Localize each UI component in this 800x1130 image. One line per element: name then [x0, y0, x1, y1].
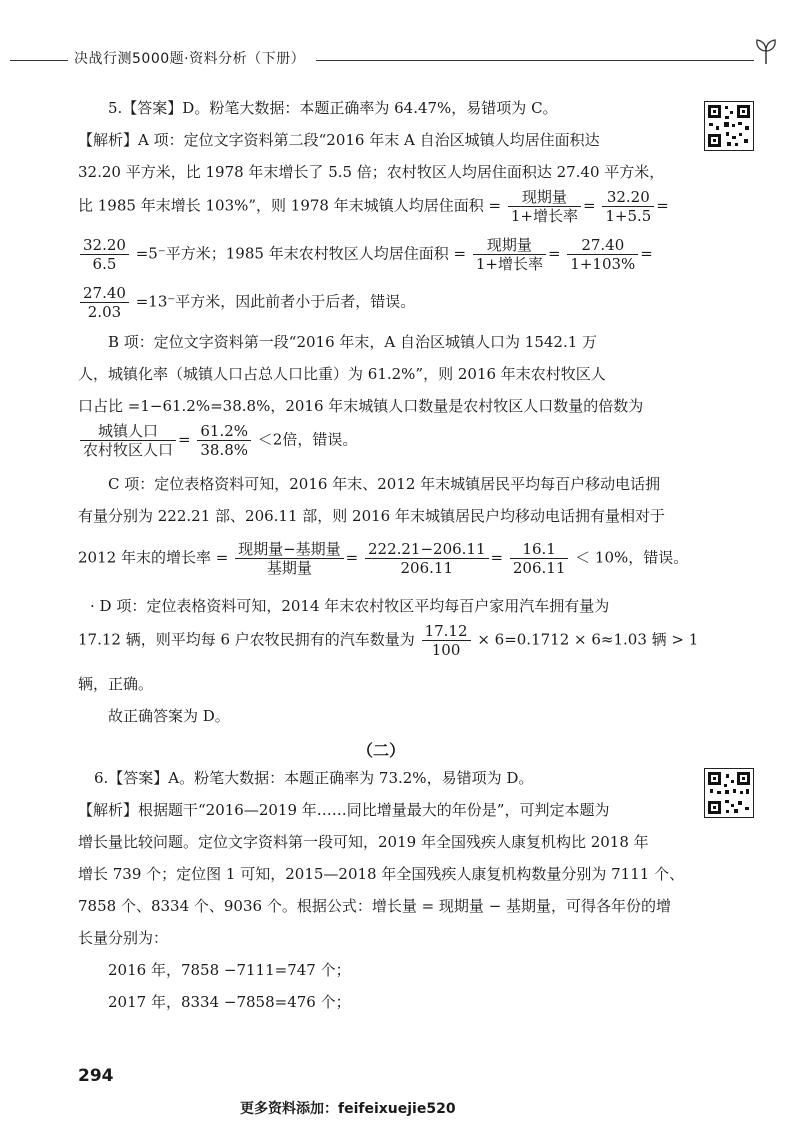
numerator: 现期量−基期量	[235, 540, 344, 559]
qr-code-icon	[705, 769, 753, 817]
q5-option-d-line-3: 辆，正确。	[78, 675, 154, 693]
q5-analysis-line-4: $\frac{32.20}{6.5}$ =5⁻平方米；1985 年末农村牧区人均居住面积 = $\frac{\text{现期量}}{\text{1+增长率}}$ = $\frac{27.40}{1+103\%}$ =	[78, 236, 653, 273]
footer-note: 更多资料添加：feifeixuejie520	[240, 1101, 456, 1117]
text-segment: 2012 年末的增长率 =	[78, 548, 229, 567]
q5-answer: 5.【答案】D。粉笔大数据：本题正确率为 64.47%，易错项为 C。	[108, 99, 558, 117]
numerator: 27.40	[80, 284, 129, 303]
numerator: 222.21−206.11	[365, 540, 489, 559]
denominator: 1+增长率	[510, 207, 578, 225]
fraction	[508, 188, 581, 225]
q5-option-c-line-1: C 项：定位表格资料可知，2016 年末、2012 年末城镇居民平均每百户移动电话拥	[108, 475, 661, 493]
q5-analysis-line-3: 比 1985 年末增长 103%”，则 1978 年末城镇人均居住面积 = $\frac{\text{现期量}}{\text{1+增长率}}$ = $\frac{32.20}{1+5.5}$ =	[78, 188, 669, 225]
header-rule-left	[10, 60, 68, 61]
denominator: 基期量	[266, 559, 312, 577]
page-number: 294	[78, 1066, 114, 1086]
q5-analysis-line-1: 【解析】A 项：定位文字资料第二段“2016 年末 A 自治区城镇人均居住面积达	[78, 131, 600, 149]
q6-analysis-line-4: 7858 个、8334 个、9036 个。根据公式：增长量 = 现期量 − 基期量，可得各年份的增	[78, 897, 672, 915]
fraction	[80, 422, 176, 459]
numerator: 32.20	[80, 236, 129, 255]
book-title: 决战行测5000题·资料分析（下册）	[74, 51, 306, 67]
q5-option-d-line-2	[78, 622, 698, 659]
q6-year-2017: 2017 年，8334 −7858=476 个；	[108, 993, 351, 1011]
fraction	[197, 422, 251, 459]
q6-analysis-line-3: 增长 739 个；定位图 1 可知，2015—2018 年全国残疾人康复机构数量分别为 7111 个、	[78, 865, 685, 883]
fraction	[422, 622, 471, 659]
q5-option-b-line-3: 口占比 =1−61.2%=38.8%，2016 年末城镇人口数量是农村牧区人口数量的倍数为	[78, 397, 644, 415]
q5-analysis-line-2: 32.20 平方米，比 1978 年末增长了 5.5 倍；农村牧区人均居住面积达 27.40 平方米，	[78, 163, 665, 181]
denominator: 1+增长率	[475, 255, 543, 273]
fraction	[235, 540, 344, 577]
numerator: 61.2%	[197, 422, 251, 441]
numerator: 16.1	[510, 540, 569, 559]
qr-code-q6[interactable]	[704, 768, 754, 818]
q5-conclusion: 故正确答案为 D。	[108, 707, 230, 725]
text-segment: ＜2倍，错误。	[257, 430, 358, 449]
q6-analysis-line-2: 增长量比较问题。定位文字资料第一段可知，2019 年全国残疾人康复机构比 2018 年	[78, 833, 649, 851]
numerator: 27.40	[567, 236, 638, 255]
sprout-icon	[752, 36, 780, 66]
qr-code-q5[interactable]	[704, 101, 754, 151]
denominator: 6.5	[92, 255, 117, 273]
numerator: 城镇人口	[80, 422, 176, 441]
numerator: 32.20	[602, 188, 654, 207]
text-segment: ＜ 10%，错误。	[575, 548, 689, 567]
numerator: 现期量	[508, 188, 581, 207]
q5-option-c-line-3: 2012 年末的增长率 = $\frac{\text{现期量−基期量}}{\text{基期量}}$ = $\frac{222.21-206.11}{206.11}$ = $\frac{16.1}{206.11}$ ＜ 10%，错误。	[78, 540, 689, 577]
q6-analysis-line-1: 【解析】根据题干“2016—2019 年……同比增量最大的年份是”，可判定本题为	[78, 801, 610, 819]
text-segment: × 6=0.1712 × 6≈1.03 辆 > 1	[477, 630, 699, 649]
text-segment: =13⁻平方米，因此前者小于后者，错误。	[135, 292, 416, 311]
fraction	[510, 540, 569, 577]
q6-year-2016: 2016 年，7858 −7111=747 个；	[108, 961, 351, 979]
qr-code-icon	[705, 102, 753, 150]
numerator: 现期量	[473, 236, 546, 255]
fraction	[473, 236, 546, 273]
q5-option-b-line-1: B 项：定位文字资料第一段“2016 年末，A 自治区城镇人口为 1542.1 万	[108, 333, 598, 351]
denominator: 206.11	[400, 559, 453, 577]
denominator: 100	[431, 641, 461, 659]
denominator: 206.11	[512, 559, 566, 577]
denominator: 1+5.5	[605, 207, 652, 225]
fraction	[602, 188, 654, 225]
q5-option-b-line-4: $\frac{\text{城镇人口}}{\text{农村牧区人口}}$ = $\frac{61.2\%}{38.8\%}$ ＜2倍，错误。	[78, 422, 357, 459]
header-rule-right	[316, 60, 754, 61]
text-segment: 17.12 辆，则平均每 6 户农牧民拥有的汽车数量为	[78, 630, 415, 649]
fraction	[80, 284, 129, 321]
text-segment: =5⁻平方米；1985 年末农村牧区人均居住面积 =	[135, 244, 467, 263]
numerator: 17.12	[422, 622, 471, 641]
q5-analysis-line-5	[78, 284, 415, 321]
q6-analysis-line-5: 长量分别为：	[78, 929, 169, 947]
q5-option-d-line-1: · D 项：定位表格资料可知，2014 年末农村牧区平均每百户家用汽车拥有量为	[90, 597, 610, 615]
section-heading: （二）	[356, 741, 405, 760]
running-header	[10, 48, 780, 72]
denominator: 38.8%	[200, 441, 249, 459]
denominator: 农村牧区人口	[83, 441, 174, 459]
fraction	[80, 236, 129, 273]
fraction	[567, 236, 638, 273]
denominator: 1+103%	[570, 255, 636, 273]
fraction	[365, 540, 489, 577]
q6-answer: 6.【答案】A。粉笔大数据：本题正确率为 73.2%，易错项为 D。	[94, 769, 534, 787]
q5-option-b-line-2: 人，城镇化率（城镇人口占总人口比重）为 61.2%”，则 2016 年末农村牧区人	[78, 365, 606, 383]
denominator: 2.03	[87, 303, 122, 321]
text-segment: 比 1985 年末增长 103%”，则 1978 年末城镇人均居住面积 =	[78, 196, 502, 215]
q5-option-c-line-2: 有量分别为 222.21 部、206.11 部，则 2016 年末城镇居民户均移动电话拥有量相对于	[78, 507, 665, 525]
